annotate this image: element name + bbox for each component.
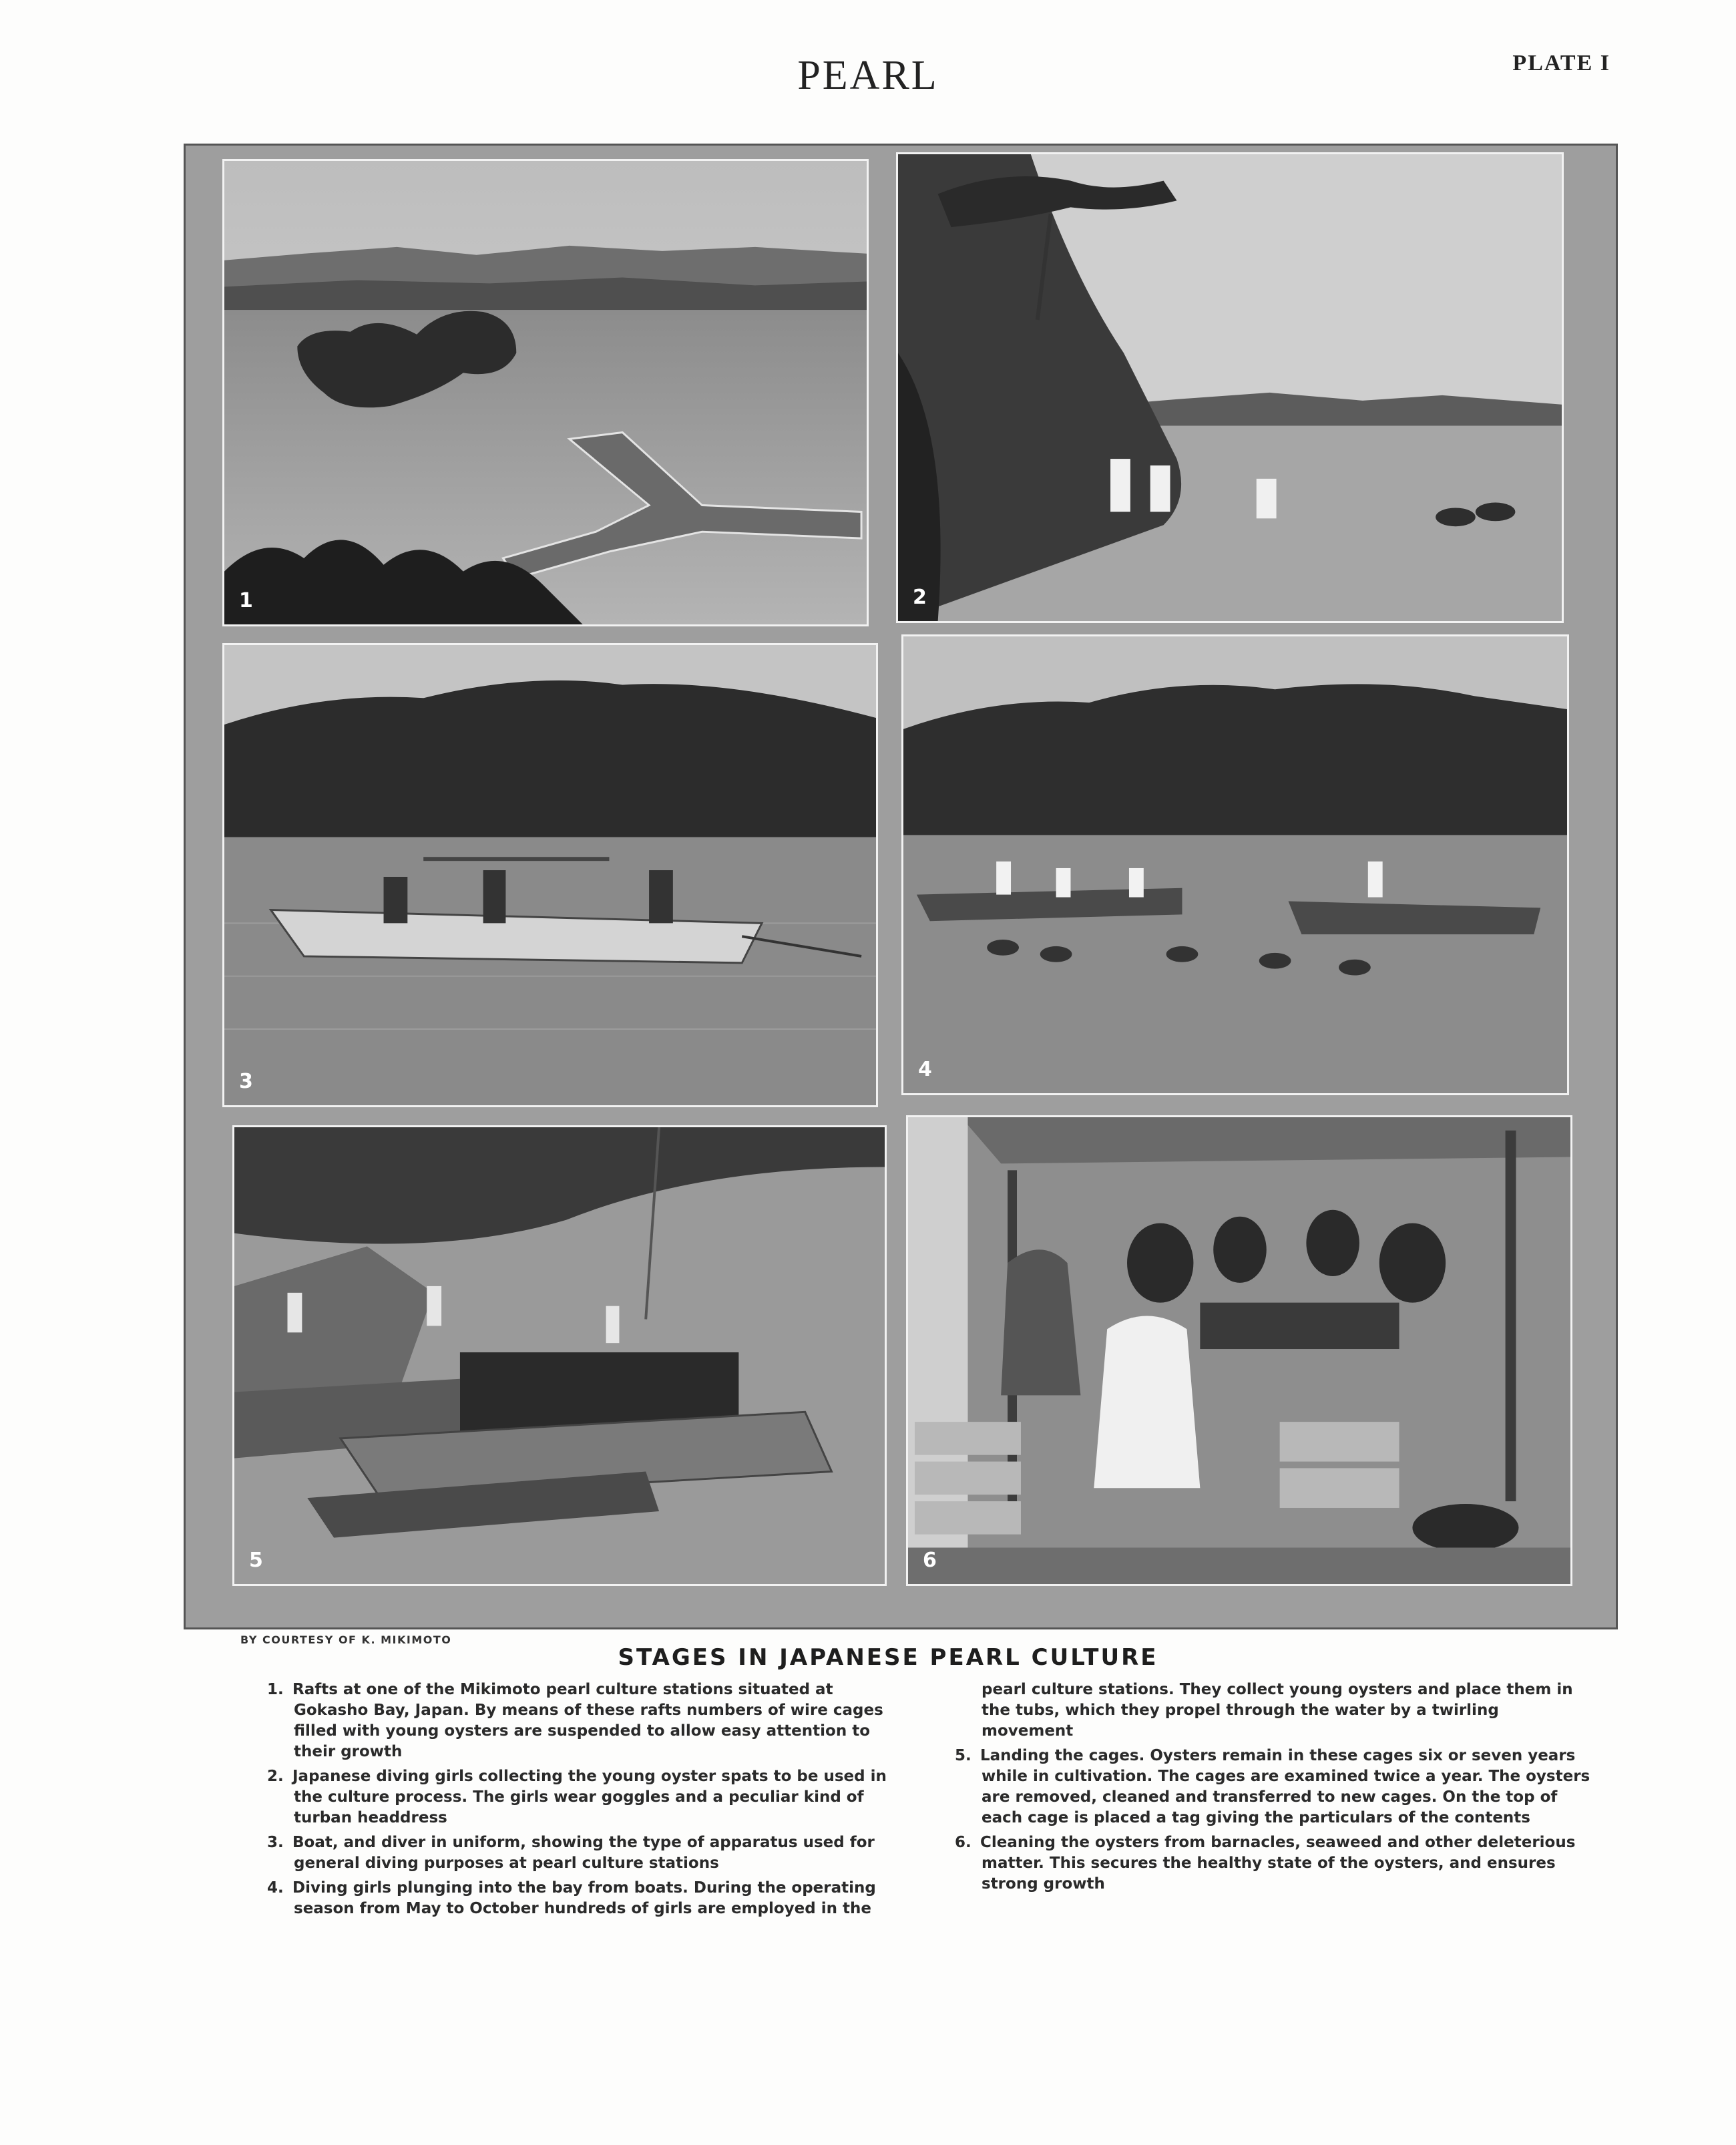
photo-number: 2 — [913, 586, 927, 609]
photo-5-landing-cages — [232, 1125, 887, 1586]
photo-4-plunging — [901, 634, 1569, 1095]
caption-item: 6. Cleaning the oysters from barnacles, seaweed and other deleterious matter. This secures the healthy state of the oysters, and ensures strong growth — [955, 1834, 1576, 1893]
photo-3-boat-diver — [222, 643, 878, 1107]
photo-number: 4 — [918, 1058, 932, 1081]
photo-number: 6 — [923, 1549, 937, 1572]
caption-item: 1. Rafts at one of the Mikimoto pearl culture stations situated at Gokasho Bay, Japan. By means of these rafts numbers of wire cages filled with young oysters are suspended to allow easy attention to their growth — [267, 1681, 883, 1760]
caption-item: 4. Diving girls plunging into the bay from boats. During the operating season from May to October hundreds of girls are employed in the — [267, 1879, 876, 1917]
photo-number: 3 — [239, 1070, 253, 1093]
page-title: PEARL — [797, 53, 939, 98]
photo-2-diving-girls — [896, 152, 1564, 623]
caption-item: 5. Landing the cages. Oysters remain in these cages six or seven years while in cultivation. The cages are examined twice a year. The oysters are removed, cleaned and transferred to new cages. On the top of each cage is placed a tag giving the particulars of the contents — [955, 1747, 1590, 1826]
caption-title: STAGES IN JAPANESE PEARL CULTURE — [618, 1644, 1158, 1671]
captions-left-column — [240, 1680, 895, 1923]
photo-number: 1 — [239, 589, 253, 612]
photo-credit: BY COURTESY OF K. MIKIMOTO — [240, 1633, 452, 1646]
photo-1-rafts — [222, 159, 869, 626]
caption-item: 2. Japanese diving girls collecting the young oyster spats to be used in the culture process. The girls wear goggles and a peculiar kind of turban headdress — [267, 1768, 887, 1826]
captions-right-column — [928, 1680, 1596, 1899]
photo-number: 5 — [249, 1549, 263, 1572]
caption-continuation: pearl culture stations. They collect young oysters and place them in the tubs, which they propel through the water by a twirling movement — [982, 1681, 1573, 1740]
caption-item: 3. Boat, and diver in uniform, showing the type of apparatus used for general diving purposes at pearl culture stations — [267, 1834, 875, 1872]
photo-6-cleaning-oysters — [906, 1115, 1572, 1586]
plate-label: PLATE I — [1512, 51, 1610, 75]
